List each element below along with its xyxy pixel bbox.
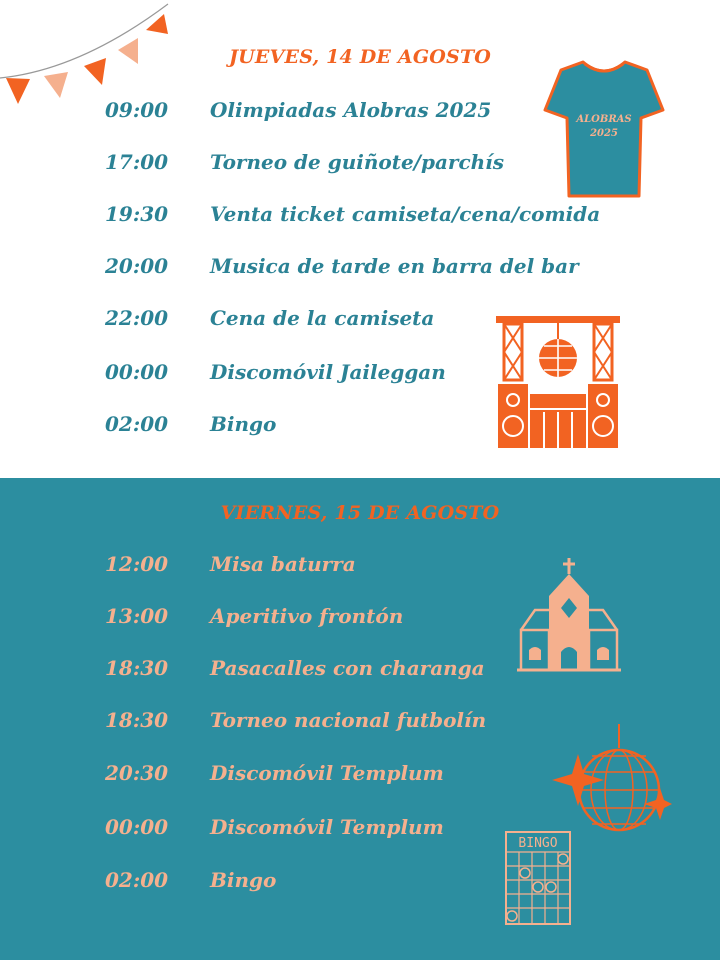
event-time: 19:30 (105, 202, 169, 226)
event-time: 00:00 (105, 360, 169, 384)
tshirt-icon (543, 58, 665, 200)
event-name: Olimpiadas Alobras 2025 (210, 98, 492, 122)
event-time: 02:00 (105, 868, 169, 892)
shirt-text-1: ALOBRAS (576, 114, 632, 125)
event-time: 18:30 (105, 656, 169, 680)
church-icon (517, 556, 621, 674)
event-time: 12:00 (105, 552, 169, 576)
event-name: Discomóvil Templum (210, 761, 444, 785)
event-time: 20:00 (105, 254, 169, 278)
event-name: Discomóvil Templum (210, 815, 444, 839)
event-time: 18:30 (105, 708, 169, 732)
event-time: 22:00 (105, 306, 169, 330)
event-time: 00:00 (105, 815, 169, 839)
event-name: Torneo nacional futbolín (210, 708, 487, 732)
event-time: 20:30 (105, 761, 169, 785)
friday-title: VIERNES, 15 DE AGOSTO (220, 502, 500, 524)
event-name: Misa baturra (210, 552, 356, 576)
event-name: Discomóvil Jaileggan (210, 360, 446, 384)
event-name: Torneo de guiñote/parchís (210, 150, 505, 174)
dj-stage-icon (494, 314, 622, 450)
event-time: 17:00 (105, 150, 169, 174)
event-name: Bingo (210, 412, 277, 436)
bingo-card-icon (504, 830, 572, 926)
event-name: Aperitivo frontón (210, 604, 404, 628)
disco-ball-icon (550, 724, 672, 834)
event-time: 02:00 (105, 412, 169, 436)
list-item (0, 248, 720, 284)
thursday-title: JUEVES, 14 DE AGOSTO (228, 46, 492, 68)
event-time: 13:00 (105, 604, 169, 628)
list-item (0, 196, 720, 232)
event-name: Bingo (210, 868, 277, 892)
event-name: Pasacalles con charanga (210, 656, 485, 680)
event-name: Musica de tarde en barra del bar (210, 254, 579, 278)
bingo-label: BINGO (518, 836, 558, 851)
shirt-text-2: 2025 (590, 128, 618, 139)
event-name: Cena de la camiseta (210, 306, 435, 330)
list-item (0, 862, 720, 898)
event-name: Venta ticket camiseta/cena/comida (210, 202, 601, 226)
event-time: 09:00 (105, 98, 169, 122)
